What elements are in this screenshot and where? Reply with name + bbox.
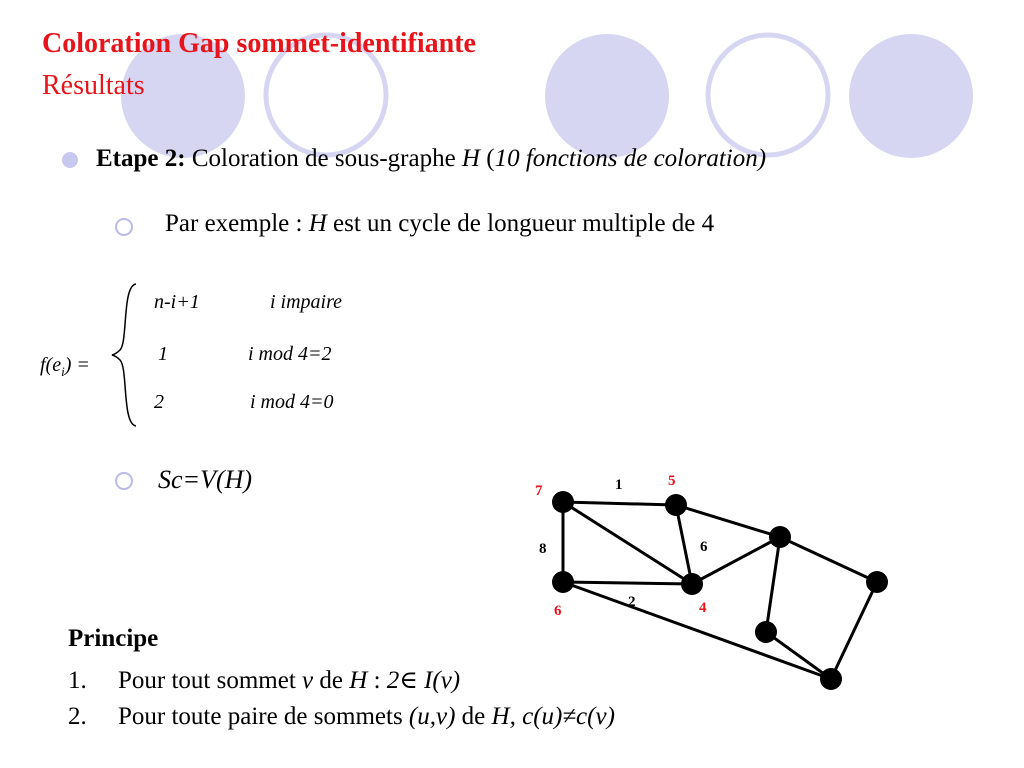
graph-vertex [866, 571, 888, 593]
vertex-label-6: 6 [554, 603, 562, 619]
example-h: H [308, 210, 327, 237]
principe-item-1-text-b: de [313, 667, 350, 694]
principe-item-1-text-a: Pour tout sommet [118, 667, 303, 694]
graph-vertex [552, 571, 574, 593]
graph-edge [563, 502, 676, 505]
graph-edge [766, 632, 831, 679]
graph-vertex [552, 491, 574, 513]
vertex-label-5: 5 [668, 473, 676, 489]
edge-label-8: 8 [539, 541, 547, 557]
example-text-after: est un cycle de longueur multiple de 4 [326, 210, 715, 237]
graph-vertex [755, 621, 777, 643]
case-1-value: n-i+1 [154, 291, 200, 313]
case-3-condition: i mod 4=0 [250, 391, 334, 413]
edge-label-1: 1 [615, 477, 623, 493]
principe-item-1-v: v [302, 667, 314, 694]
case-2-value: 1 [158, 343, 168, 365]
graph-edge [676, 505, 780, 537]
formula-lhs-end: ) = [64, 354, 90, 376]
principe-item-2-uv: (u,v) [408, 703, 456, 730]
step-text-before: Coloration de sous-graphe [185, 145, 462, 172]
principe-item-2-h: H, [491, 703, 516, 730]
formula-lhs-f: f(e [40, 354, 62, 376]
principe-item-1-h: H [349, 667, 368, 694]
case-1-condition: i impaire [270, 291, 343, 313]
graph-vertex [769, 526, 791, 548]
principe-item-2-text-a: Pour toute paire de sommets [118, 703, 409, 730]
principe-item-2-math: c(u)≠c(v) [522, 703, 615, 730]
principe-title: Principe [68, 625, 159, 652]
example-text-before: Par exemple : [165, 210, 309, 237]
graph-edge [676, 505, 692, 584]
principe-item-2-number: 2. [68, 703, 87, 730]
edge-label-6: 6 [700, 539, 708, 555]
principe-item-1-number: 1. [68, 667, 87, 694]
vertex-label-4: 4 [699, 600, 707, 616]
principe-item-2-text-b: de [455, 703, 492, 730]
principe-item-1-math: 2∈ I(v) [386, 667, 461, 694]
graph-vertices [552, 491, 888, 690]
principe-item-2 [68, 703, 615, 731]
graph-vertex [665, 494, 687, 516]
principe-item-1 [68, 665, 460, 695]
step-h: H [461, 145, 480, 172]
step-paren: 10 fonctions de coloration) [494, 145, 767, 172]
step-label: Etape 2: [96, 145, 186, 172]
case-3-value: 2 [154, 391, 164, 413]
case-2-condition: i mod 4=2 [248, 343, 332, 365]
sc-line: Sc=V(H) [158, 465, 253, 494]
slide-subtitle: Résultats [42, 70, 145, 101]
graph-edge [766, 537, 780, 632]
slide-title: Coloration Gap sommet-identifiante [42, 28, 476, 59]
graph-vertex [681, 573, 703, 595]
step-text-after: ( [479, 145, 495, 172]
graph-edge [563, 582, 692, 584]
formula-lhs-sub: i [61, 364, 65, 379]
edge-label-2: 2 [628, 594, 636, 610]
graph-edges [563, 502, 877, 679]
graph-vertex [820, 668, 842, 690]
graph-edge [780, 537, 877, 582]
vertex-label-7: 7 [535, 483, 543, 499]
graph-edge [563, 582, 831, 679]
graph-edge [831, 582, 877, 679]
principe-item-1-text-c: : [367, 667, 387, 694]
